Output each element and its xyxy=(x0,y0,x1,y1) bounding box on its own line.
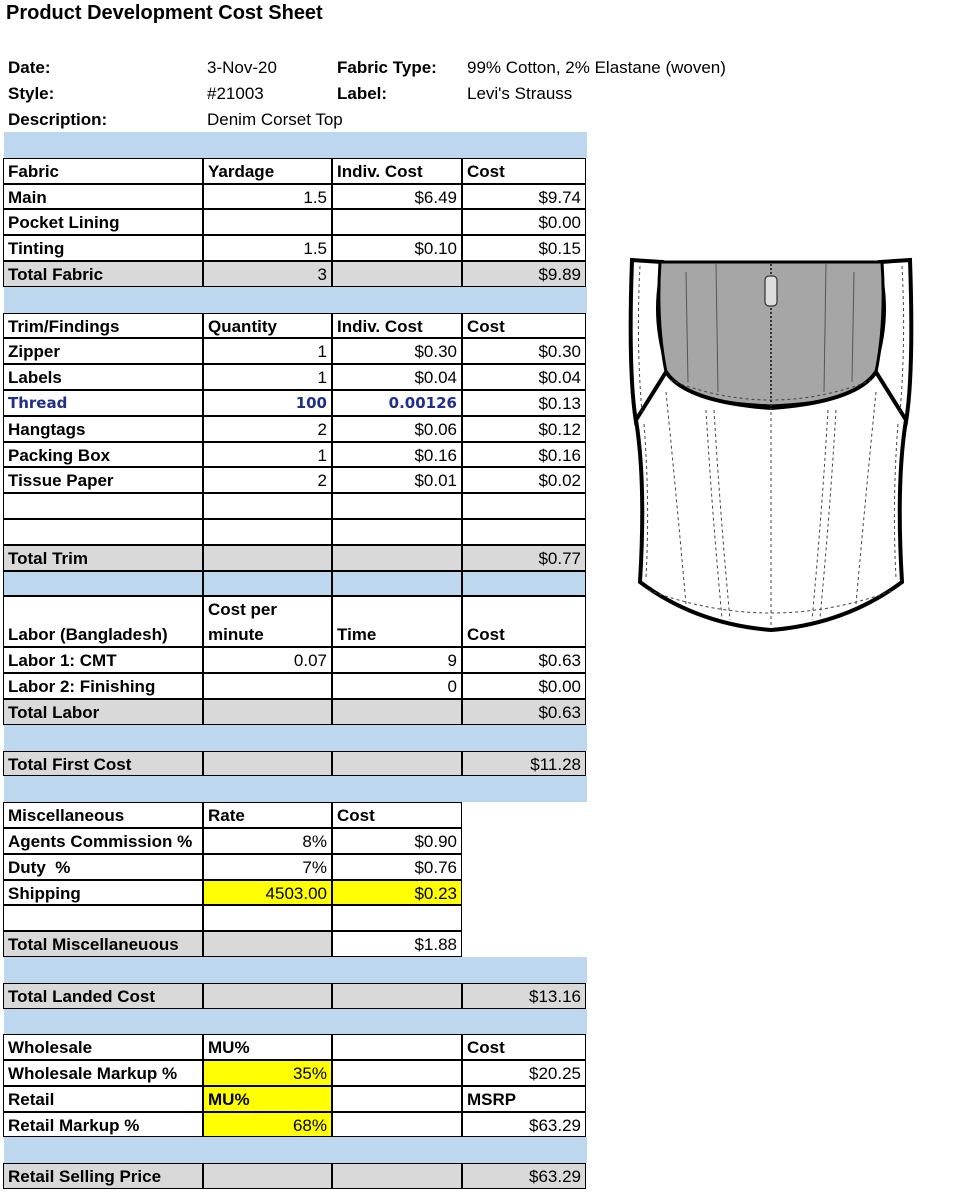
total-value[interactable]: $0.63 xyxy=(462,699,586,725)
table-cell[interactable] xyxy=(332,519,462,545)
table-cell[interactable] xyxy=(203,571,332,597)
header-cell[interactable]: Yardage xyxy=(203,158,332,184)
table-row xyxy=(4,673,587,699)
label-value: Levi's Strauss xyxy=(467,84,573,103)
table-cell[interactable]: $0.16 xyxy=(462,442,586,468)
total-row xyxy=(4,931,587,957)
table-cell[interactable]: $9.74 xyxy=(462,184,586,210)
total-value[interactable]: $9.89 xyxy=(462,261,586,287)
separator-band xyxy=(4,725,587,751)
empty-row xyxy=(4,905,587,931)
table-cell[interactable]: $0.02 xyxy=(462,467,586,493)
table-cell[interactable]: $0.23 xyxy=(332,880,462,906)
total-row xyxy=(4,261,587,287)
table-cell[interactable]: $0.10 xyxy=(332,235,462,261)
header-cell[interactable] xyxy=(203,596,332,647)
table-cell[interactable]: $0.04 xyxy=(332,364,462,390)
table-cell[interactable]: $0.01 xyxy=(332,467,462,493)
wholesale-markup-input[interactable]: 35% xyxy=(203,1060,332,1086)
header-cell[interactable]: MSRP xyxy=(462,1086,586,1112)
table-cell[interactable]: Labor 1: CMT xyxy=(3,647,203,673)
table-cell[interactable]: $0.30 xyxy=(332,338,462,364)
table-cell[interactable]: $0.04 xyxy=(462,364,586,390)
date-label: Date: xyxy=(8,58,51,77)
separator-band xyxy=(4,132,587,158)
header-cell[interactable]: Cost xyxy=(462,158,586,184)
header-cell[interactable]: Retail xyxy=(3,1086,203,1112)
table-cell[interactable]: $0.13 xyxy=(462,390,586,416)
header-cell[interactable]: Labor (Bangladesh) xyxy=(3,596,203,647)
table-cell[interactable]: 0.00126 xyxy=(332,390,462,416)
table-row xyxy=(4,235,587,261)
table-cell[interactable] xyxy=(203,493,332,519)
total-value[interactable]: $11.28 xyxy=(462,751,586,777)
table-cell[interactable]: $0.00 xyxy=(462,209,586,235)
table-cell[interactable] xyxy=(332,1086,462,1112)
total-value[interactable]: $13.16 xyxy=(462,983,586,1009)
table-cell[interactable] xyxy=(332,1034,462,1060)
table-cell[interactable]: 1.5 xyxy=(203,235,332,261)
table-cell[interactable]: Tinting xyxy=(3,235,203,261)
total-label[interactable]: Total Labor xyxy=(3,699,203,725)
total-label[interactable]: Total Trim xyxy=(3,545,203,571)
style-label: Style: xyxy=(8,84,55,103)
table-cell[interactable]: Duty % xyxy=(3,854,203,880)
table-cell[interactable]: 2 xyxy=(203,467,332,493)
table-cell[interactable]: Labor 2: Finishing xyxy=(3,673,203,699)
table-row xyxy=(4,184,587,210)
table-row xyxy=(4,1112,587,1138)
table-row xyxy=(4,854,587,880)
table-cell[interactable] xyxy=(203,751,332,777)
separator-band xyxy=(4,287,587,313)
table-cell[interactable]: Pocket Lining xyxy=(3,209,203,235)
table-cell[interactable] xyxy=(203,983,332,1009)
table-cell[interactable]: Main xyxy=(3,184,203,210)
table-cell[interactable]: Shipping xyxy=(3,880,203,906)
table-row xyxy=(4,442,587,468)
total-label[interactable]: Retail Selling Price xyxy=(3,1163,203,1189)
table-cell[interactable]: 1 xyxy=(203,442,332,468)
header-cell[interactable]: Quantity xyxy=(203,313,332,339)
date-value: 3-Nov-20 xyxy=(207,58,277,77)
table-cell[interactable]: 7% xyxy=(203,854,332,880)
table-cell[interactable] xyxy=(332,545,462,571)
total-label[interactable]: Total First Cost xyxy=(3,751,203,777)
empty-row xyxy=(4,519,587,545)
table-row xyxy=(4,390,587,416)
table-cell[interactable] xyxy=(462,571,586,597)
table-cell[interactable]: 1 xyxy=(203,364,332,390)
header-cell[interactable]: Cost xyxy=(462,313,586,339)
total-label[interactable]: Total Miscellaneuous xyxy=(3,931,203,957)
header-cell[interactable]: Cost xyxy=(332,802,462,828)
table-cell[interactable] xyxy=(462,519,586,545)
cost-sheet-table xyxy=(4,132,587,1189)
table-cell[interactable]: Packing Box xyxy=(3,442,203,468)
table-row xyxy=(4,880,587,906)
table-cell[interactable]: $63.29 xyxy=(462,1112,586,1138)
table-cell[interactable] xyxy=(203,673,332,699)
table-cell[interactable]: Agents Commission % xyxy=(3,828,203,854)
table-cell[interactable] xyxy=(332,261,462,287)
table-cell[interactable]: $0.63 xyxy=(462,647,586,673)
table-cell[interactable]: $0.06 xyxy=(332,416,462,442)
table-cell[interactable]: 3 xyxy=(203,261,332,287)
header-cell[interactable]: MU% xyxy=(203,1086,332,1112)
table-cell[interactable]: $0.90 xyxy=(332,828,462,854)
description-value: Denim Corset Top xyxy=(207,110,343,129)
total-value[interactable]: $1.88 xyxy=(332,931,462,957)
table-cell[interactable]: $0.16 xyxy=(332,442,462,468)
table-cell[interactable] xyxy=(332,1163,462,1189)
shipping-rate-input[interactable]: 4503.00 xyxy=(203,880,332,906)
total-value[interactable]: $0.77 xyxy=(462,545,586,571)
table-cell[interactable]: Labels xyxy=(3,364,203,390)
header-cell[interactable]: Cost xyxy=(462,1034,586,1060)
table-row xyxy=(4,647,587,673)
header-cell[interactable]: Indiv. Cost xyxy=(332,158,462,184)
header-cell[interactable]: Fabric xyxy=(3,158,203,184)
table-cell[interactable] xyxy=(3,571,203,597)
header-cell[interactable]: Wholesale xyxy=(3,1034,203,1060)
table-cell[interactable]: 0.07 xyxy=(203,647,332,673)
table-cell[interactable] xyxy=(332,1112,462,1138)
table-cell[interactable] xyxy=(203,931,332,957)
table-row xyxy=(4,416,587,442)
table-cell[interactable] xyxy=(332,209,462,235)
table-cell[interactable]: Wholesale Markup % xyxy=(3,1060,203,1086)
header-line: Cost per xyxy=(208,600,277,620)
misc-header-row xyxy=(4,802,587,828)
table-cell[interactable] xyxy=(203,699,332,725)
table-cell[interactable]: 1 xyxy=(203,338,332,364)
table-cell[interactable] xyxy=(332,751,462,777)
wholesale-header-row xyxy=(4,1034,587,1060)
table-cell[interactable]: $0.00 xyxy=(462,673,586,699)
total-row xyxy=(4,699,587,725)
table-cell[interactable] xyxy=(203,519,332,545)
table-cell[interactable] xyxy=(332,571,462,597)
header-cell[interactable]: Time xyxy=(332,596,462,647)
table-cell[interactable] xyxy=(3,519,203,545)
page-title: Product Development Cost Sheet xyxy=(6,2,323,24)
table-cell[interactable]: 0 xyxy=(332,673,462,699)
trim-header-row xyxy=(4,313,587,339)
table-cell[interactable]: $0.30 xyxy=(462,338,586,364)
total-label[interactable]: Total Landed Cost xyxy=(3,983,203,1009)
total-row xyxy=(4,545,587,571)
table-cell[interactable]: Thread xyxy=(3,390,203,416)
table-cell[interactable]: Zipper xyxy=(3,338,203,364)
table-row xyxy=(4,364,587,390)
fabric-type-label: Fabric Type: xyxy=(337,58,437,77)
corset-top-sketch xyxy=(626,252,916,634)
table-cell[interactable] xyxy=(332,983,462,1009)
table-cell[interactable]: $0.76 xyxy=(332,854,462,880)
table-cell[interactable] xyxy=(332,905,462,931)
table-cell[interactable]: $20.25 xyxy=(462,1060,586,1086)
table-row xyxy=(4,828,587,854)
table-row xyxy=(4,338,587,364)
table-cell[interactable]: $6.49 xyxy=(332,184,462,210)
separator-band xyxy=(4,1137,587,1163)
table-cell[interactable]: Retail Markup % xyxy=(3,1112,203,1138)
fabric-type-value: 99% Cotton, 2% Elastane (woven) xyxy=(467,58,726,77)
total-value[interactable]: $63.29 xyxy=(462,1163,586,1189)
table-cell[interactable] xyxy=(3,493,203,519)
table-cell[interactable]: 2 xyxy=(203,416,332,442)
header-line: minute xyxy=(208,625,264,645)
label-label: Label: xyxy=(337,84,388,103)
first-cost-row xyxy=(4,751,587,777)
table-cell[interactable]: Hangtags xyxy=(3,416,203,442)
header-cell[interactable]: Rate xyxy=(203,802,332,828)
empty-row xyxy=(4,493,587,519)
landed-cost-row xyxy=(4,983,587,1009)
table-cell[interactable] xyxy=(203,545,332,571)
table-row xyxy=(4,209,587,235)
retail-header-row xyxy=(4,1086,587,1112)
fabric-header-row xyxy=(4,158,587,184)
table-cell[interactable] xyxy=(3,905,203,931)
header-cell[interactable]: Trim/Findings xyxy=(3,313,203,339)
table-cell[interactable]: $0.15 xyxy=(462,235,586,261)
header-cell[interactable]: Indiv. Cost xyxy=(332,313,462,339)
table-cell[interactable] xyxy=(332,1060,462,1086)
separator-band-bordered xyxy=(4,571,587,597)
table-row xyxy=(4,1060,587,1086)
retail-markup-input[interactable]: 68% xyxy=(203,1112,332,1138)
table-cell[interactable] xyxy=(332,699,462,725)
table-cell[interactable]: $0.12 xyxy=(462,416,586,442)
header-cell[interactable]: Cost xyxy=(462,596,586,647)
labor-header-row xyxy=(4,596,587,647)
table-cell[interactable]: 100 xyxy=(203,390,332,416)
table-cell[interactable]: 1.5 xyxy=(203,184,332,210)
separator-band xyxy=(4,957,587,983)
table-cell[interactable]: 9 xyxy=(332,647,462,673)
table-cell[interactable]: Tissue Paper xyxy=(3,467,203,493)
header-cell[interactable]: Miscellaneous xyxy=(3,802,203,828)
table-cell[interactable] xyxy=(203,1163,332,1189)
table-row xyxy=(4,467,587,493)
separator-band xyxy=(4,1009,587,1035)
table-cell[interactable] xyxy=(332,493,462,519)
table-cell[interactable] xyxy=(462,493,586,519)
selling-price-row xyxy=(4,1163,587,1189)
style-value: #21003 xyxy=(207,84,264,103)
total-label[interactable]: Total Fabric xyxy=(3,261,203,287)
table-cell[interactable] xyxy=(203,209,332,235)
header-cell[interactable]: MU% xyxy=(203,1034,332,1060)
table-cell[interactable]: 8% xyxy=(203,828,332,854)
description-label: Description: xyxy=(8,110,108,129)
separator-band xyxy=(4,776,587,802)
table-cell[interactable] xyxy=(203,905,332,931)
